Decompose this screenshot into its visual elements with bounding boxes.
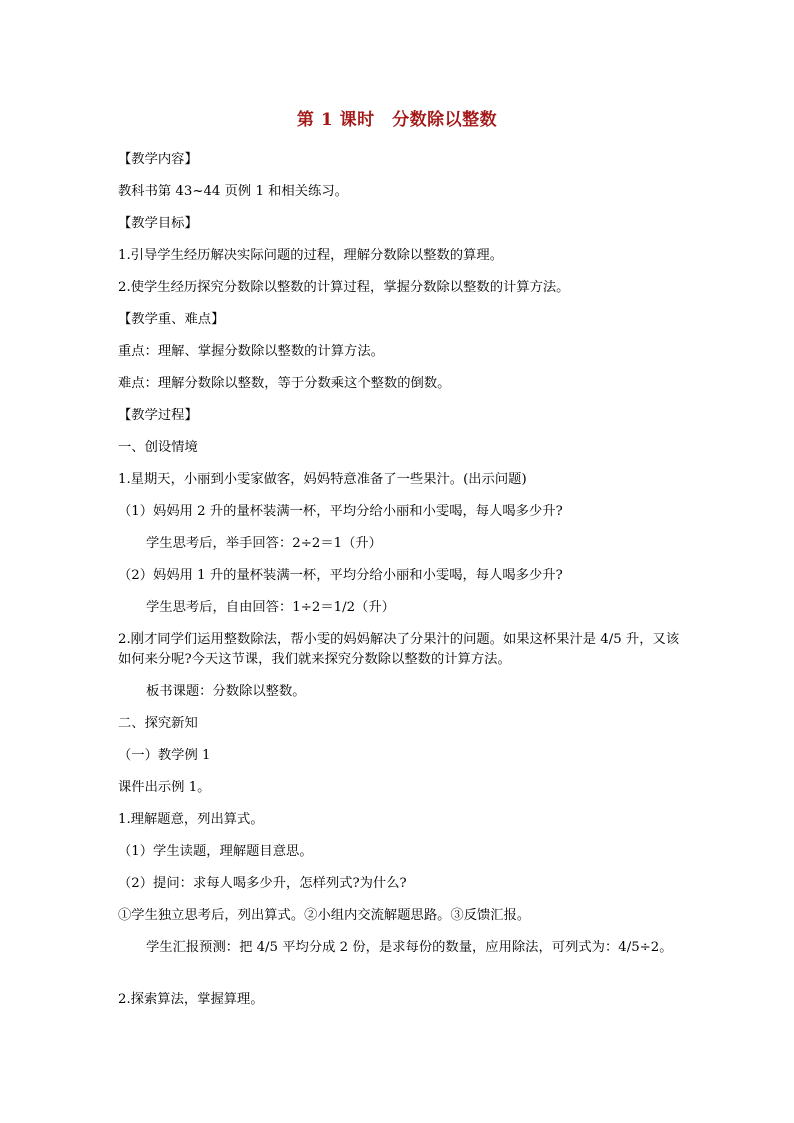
paragraph-line: 重点：理解、掌握分数除以整数的计算方法。 [118, 344, 384, 359]
paragraph-line: （2）提问：求每人喝多少升，怎样列式?为什么? [118, 876, 407, 891]
paragraph-line: 1.星期天，小丽到小雯家做客，妈妈特意准备了一些果汁。(出示问题) [118, 472, 527, 487]
paragraph-line: 【教学过程】 [118, 408, 198, 423]
paragraph-line: 学生汇报预测：把 4/5 平均分成 2 份，是求每份的数量，应用除法，可列式为：4/5÷2。 [146, 940, 673, 955]
paragraph-line: 2.探索算法，掌握算理。 [118, 992, 264, 1007]
paragraph-line: 【教学目标】 [118, 216, 198, 231]
paragraph-line: 板书课题：分数除以整数。 [146, 684, 306, 699]
paragraph-line: 【教学内容】 [118, 152, 198, 167]
paragraph-line: （一）教学例 1 [118, 748, 211, 763]
paragraph-line: 教科书第 43~44 页例 1 和相关练习。 [118, 184, 348, 199]
paragraph-line: 一、创设情境 [118, 440, 198, 455]
paragraph-line: 1.引导学生经历解决实际问题的过程，理解分数除以整数的算理。 [118, 248, 503, 263]
lesson-title: 第 1 课时 分数除以整数 [296, 110, 498, 130]
paragraph-line: 二、探究新知 [118, 716, 198, 731]
paragraph-line: 1.理解题意，列出算式。 [118, 812, 264, 827]
paragraph-line: 2.使学生经历探究分数除以整数的计算过程，掌握分数除以整数的计算方法。 [118, 280, 570, 295]
paragraph-line: 难点：理解分数除以整数，等于分数乘这个整数的倒数。 [118, 376, 451, 391]
paragraph-line: 课件出示例 1。 [118, 780, 211, 795]
paragraph-line: 学生思考后，举手回答：2÷2＝1（升） [146, 536, 382, 551]
paragraph-line: （2）妈妈用 1 升的量杯装满一杯，平均分给小丽和小雯喝，每人喝多少升? [118, 568, 563, 583]
paragraph-line: 学生思考后，自由回答：1÷2＝1/2（升） [146, 600, 395, 615]
paragraph-line: 【教学重、难点】 [118, 312, 225, 327]
paragraph-line: 2.刚才同学们运用整数除法，帮小雯的妈妈解决了分果汁的问题。如果这杯果汁是 4/5 升，又该如何来分呢?今天这节课，我们就来探究分数除以整数的计算方法。 [118, 632, 680, 667]
paragraph-line: （1）妈妈用 2 升的量杯装满一杯，平均分给小丽和小雯喝，每人喝多少升? [118, 504, 563, 519]
paragraph-line: （1）学生读题，理解题目意思。 [118, 844, 313, 859]
paragraph-line: ①学生独立思考后，列出算式。②小组内交流解题思路。③反馈汇报。 [118, 908, 531, 923]
